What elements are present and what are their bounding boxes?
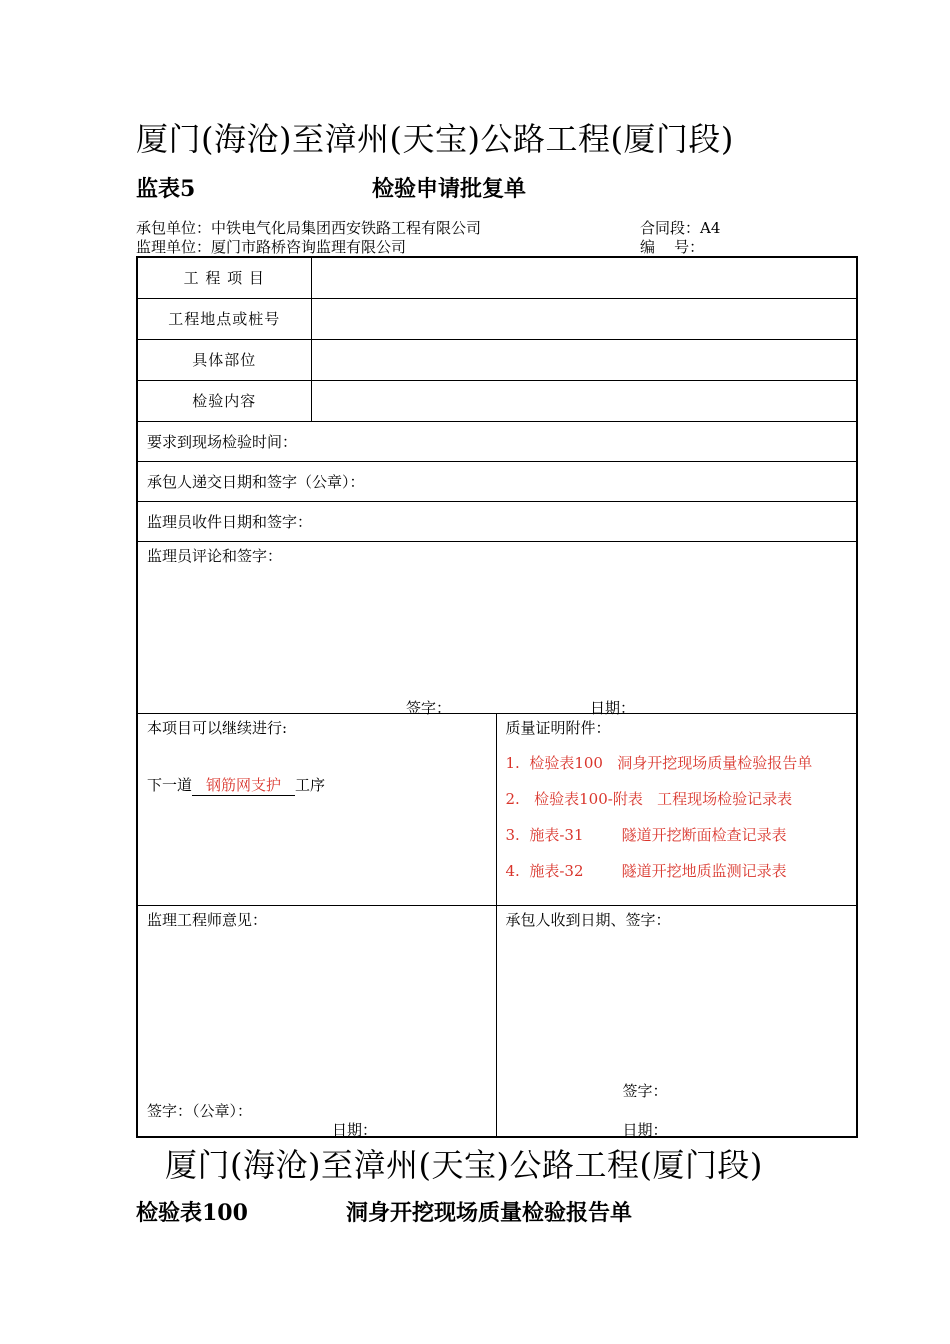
contractor-date-label: 日期： xyxy=(622,1120,668,1139)
next-step-suffix: 工序 xyxy=(295,775,326,794)
supervisor-value: 厦门市路桥咨询监理有限公司 xyxy=(211,238,407,256)
location-label: 工程地点或桩号 xyxy=(137,298,311,339)
supervisor-line xyxy=(136,236,406,257)
engineer-sign-label: 签字：（公章）： xyxy=(147,1101,253,1120)
next-page-title: 厦门(海沧)至漳州(天宝)公路工程(厦门段) xyxy=(165,1146,763,1184)
row-project xyxy=(137,257,857,298)
contract-section-label: 合同段： xyxy=(640,219,701,237)
row-inspection-time xyxy=(137,421,857,461)
engineer-opinion-label: 监理工程师意见： xyxy=(147,910,268,929)
row-content xyxy=(137,380,857,421)
attachment-item: 1. 检验表100 洞身开挖现场质量检验报告单 xyxy=(505,753,813,772)
supervisor-date-label: 日期： xyxy=(590,698,636,717)
engineer-opinion-cell[interactable] xyxy=(137,905,496,1137)
attachments-label: 质量证明附件： xyxy=(505,718,611,737)
part-value-field[interactable] xyxy=(311,339,857,380)
row-continue-attachments xyxy=(137,713,857,905)
location-value-field[interactable] xyxy=(311,298,857,339)
contractor-submit-label: 承包人递交日期和签字（公章）： xyxy=(137,461,857,501)
row-supervisor-receive xyxy=(137,501,857,541)
next-step-value: 钢筋网支护 xyxy=(192,774,295,796)
attachment-item: 4. 施表-32 隧道开挖地质监测记录表 xyxy=(505,861,787,880)
row-contractor-submit xyxy=(137,461,857,501)
next-form-name: 洞身开挖现场质量检验报告单 xyxy=(346,1200,633,1226)
contractor-label: 承包单位： xyxy=(136,219,212,237)
number-label: 编 号： xyxy=(640,238,705,256)
supervisor-receive-label: 监理员收件日期和签字： xyxy=(137,501,857,541)
row-engineer-contractor xyxy=(137,905,857,1137)
row-part xyxy=(137,339,857,380)
engineer-date-label: 日期： xyxy=(332,1120,378,1139)
contractor-line xyxy=(136,217,481,238)
supervisor-comment-cell[interactable] xyxy=(137,541,857,717)
supervisor-comment-label: 监理员评论和签字： xyxy=(147,546,283,565)
project-value-field[interactable] xyxy=(311,257,857,298)
document-title: 厦门(海沧)至漳州(天宝)公路工程(厦门段) xyxy=(136,120,734,158)
project-label: 工 程 项 目 xyxy=(137,257,311,298)
supervisor-sign-label: 签字： xyxy=(406,698,452,717)
supervisor-label: 监理单位： xyxy=(136,238,212,256)
part-label: 具体部位 xyxy=(137,339,311,380)
contractor-value: 中铁电气化局集团西安铁路工程有限公司 xyxy=(211,219,482,237)
continue-cell xyxy=(137,713,496,905)
content-value-field[interactable] xyxy=(311,380,857,421)
attachments-cell xyxy=(496,713,857,905)
attachment-item: 3. 施表-31 隧道开挖断面检查记录表 xyxy=(505,825,787,844)
contractor-receive-label: 承包人收到日期、签字： xyxy=(505,910,671,929)
contract-section-line xyxy=(640,217,720,238)
content-label: 检验内容 xyxy=(137,380,311,421)
form-code: 监表5 xyxy=(136,176,196,202)
inspection-time-label: 要求到现场检验时间： xyxy=(137,421,857,461)
form-name: 检验申请批复单 xyxy=(372,176,527,202)
continue-label: 本项目可以继续进行: xyxy=(147,718,288,737)
contract-section-value: A4 xyxy=(700,219,721,237)
contractor-receive-cell[interactable] xyxy=(496,905,857,1137)
contractor-sign-label: 签字： xyxy=(622,1081,668,1100)
next-step-prefix: 下一道 xyxy=(147,775,193,794)
next-step-line xyxy=(147,774,325,796)
next-form-code: 检验表100 xyxy=(136,1200,248,1226)
row-location xyxy=(137,298,857,339)
inspection-form-table xyxy=(136,256,858,1138)
attachment-item: 2. 检验表100-附表 工程现场检验记录表 xyxy=(505,789,793,808)
row-supervisor-comment xyxy=(137,541,857,713)
